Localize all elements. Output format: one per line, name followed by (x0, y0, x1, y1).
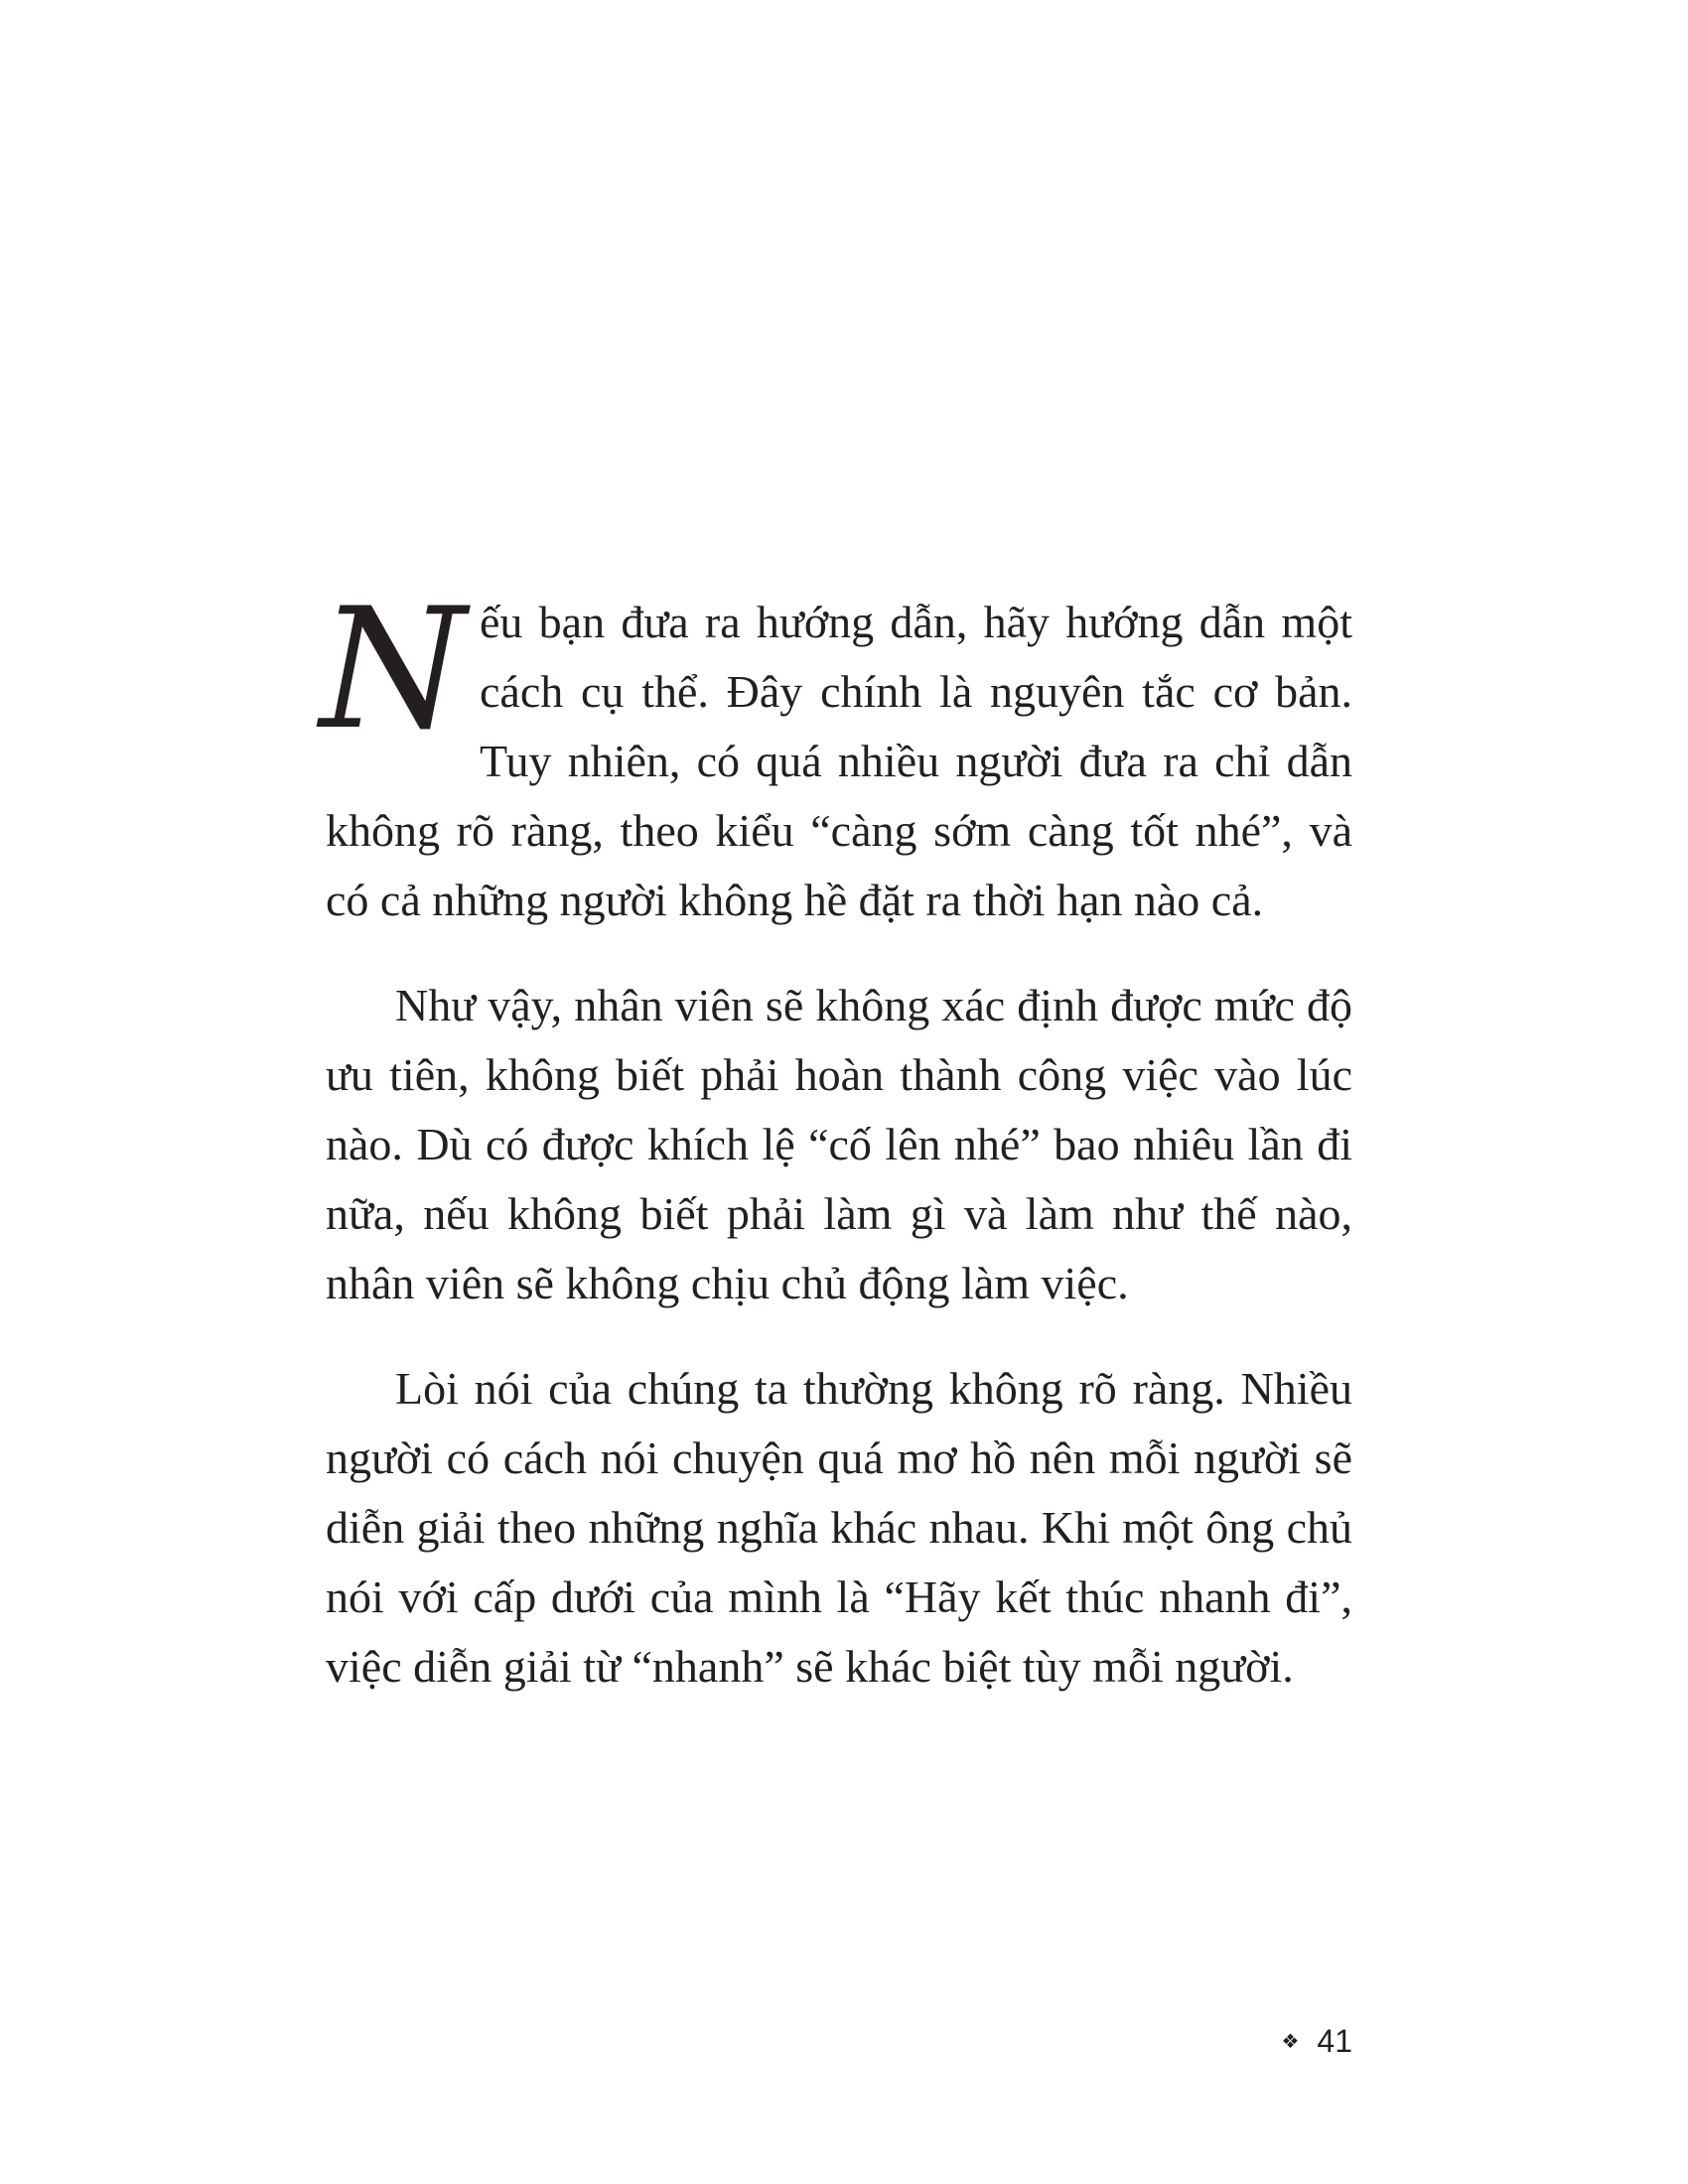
paragraph-1-text: ếu bạn đưa ra hướng dẫn, hãy hướng dẫn một cách cụ thể. Đây chính là nguyên tắc cơ bản. Tuy nhiên, có quá nhiều người đưa ra chỉ dẫn không rõ ràng, theo kiểu “càng sớm càng tốt nhé”, và có cả những người không hề đặt ra thời hạn nào cả. (326, 597, 1352, 925)
paragraph-1 (320, 572, 1352, 935)
ornament-icon: ❖ (1281, 2030, 1300, 2053)
page-number: 41 (1317, 2023, 1352, 2059)
paragraph-3: Lòi nói của chúng ta thường không rõ ràng. Nhiều người có cách nói chuyện quá mơ hồ nên mỗi người sẽ diễn giải theo những nghĩa khác nhau. Khi một ông chủ nói với cấp dưới của mình là “Hãy kết thúc nhanh đi”, việc diễn giải từ “nhanh” sẽ khác biệt tùy mỗi người. (326, 1363, 1352, 1692)
paragraph-2: Như vậy, nhân viên sẽ không xác định được mức độ ưu tiên, không biết phải hoàn thành công việc vào lúc nào. Dù có được khích lệ “cố lên nhé” bao nhiêu lần đi nữa, nếu không biết phải làm gì và làm như thế nào, nhân viên sẽ không chịu chủ động làm việc. (326, 980, 1352, 1308)
page-footer (1281, 2023, 1352, 2060)
body-text (320, 572, 1352, 1702)
drop-cap: N (320, 572, 466, 766)
